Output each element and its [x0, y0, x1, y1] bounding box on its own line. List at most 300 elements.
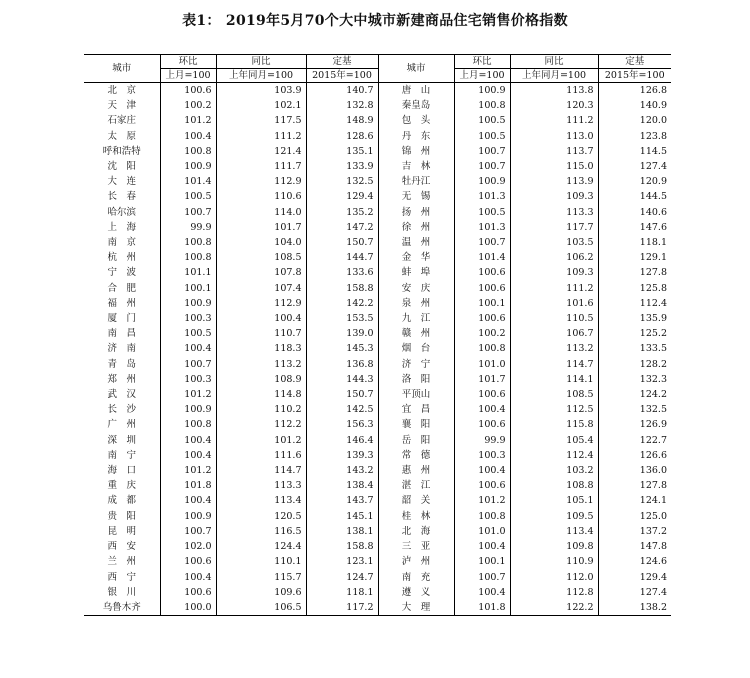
yoy-cell: 110.2 [216, 402, 306, 417]
mom-cell: 100.6 [454, 281, 510, 296]
fixed-cell: 135.9 [598, 311, 671, 326]
city-cell: 青 岛 [107, 358, 136, 370]
fixed-cell: 136.0 [598, 463, 671, 478]
city-cell: 杭 州 [107, 252, 136, 264]
table-header [84, 55, 671, 83]
fixed-cell: 158.8 [306, 539, 378, 554]
yoy-cell: 113.4 [216, 493, 306, 508]
mom-cell: 100.4 [160, 570, 216, 585]
yoy-cell: 101.7 [216, 220, 306, 235]
mom-cell: 101.2 [454, 493, 510, 508]
mom-cell: 100.4 [160, 129, 216, 144]
yoy-cell: 112.4 [510, 448, 598, 463]
yoy-cell: 118.3 [216, 341, 306, 356]
yoy-cell: 110.7 [216, 326, 306, 341]
city-cell: 石家庄 [107, 115, 136, 127]
yoy-cell: 114.0 [216, 205, 306, 220]
city-cell: 银 川 [107, 586, 136, 598]
fixed-cell: 129.1 [598, 250, 671, 265]
mom-cell: 100.6 [160, 585, 216, 600]
fixed-cell: 142.2 [306, 296, 378, 311]
mom-cell: 101.1 [160, 265, 216, 280]
mom-cell: 100.9 [160, 509, 216, 524]
city-cell: 大 理 [378, 600, 454, 616]
yoy-cell: 110.6 [216, 189, 306, 204]
city-cell: 宜 昌 [378, 402, 454, 417]
city-cell: 无 锡 [378, 189, 454, 204]
table-row [84, 448, 671, 463]
fixed-cell: 128.2 [598, 357, 671, 372]
mom-cell: 100.7 [454, 144, 510, 159]
city-cell: 广 州 [107, 419, 136, 431]
fixed-cell: 156.3 [306, 417, 378, 432]
fixed-cell: 147.6 [598, 220, 671, 235]
city-cell: 天 津 [107, 100, 136, 112]
city-cell: 扬 州 [378, 205, 454, 220]
mom-cell: 100.4 [454, 539, 510, 554]
fixed-cell: 135.2 [306, 205, 378, 220]
yoy-cell: 114.7 [510, 357, 598, 372]
city-cell: 沈 阳 [107, 161, 136, 173]
yoy-cell: 101.2 [216, 433, 306, 448]
table-row [84, 402, 671, 417]
yoy-cell: 108.8 [510, 478, 598, 493]
mom-cell: 101.3 [454, 220, 510, 235]
mom-cell: 101.3 [454, 189, 510, 204]
city-cell: 牡丹江 [378, 174, 454, 189]
fixed-cell: 124.7 [306, 570, 378, 585]
yoy-cell: 113.3 [510, 205, 598, 220]
city-cell: 海 口 [107, 465, 136, 477]
fixed-cell: 112.4 [598, 296, 671, 311]
city-cell: 西 宁 [107, 571, 136, 583]
mom-cell: 100.4 [160, 433, 216, 448]
city-cell: 合 肥 [107, 282, 136, 294]
fixed-cell: 147.8 [598, 539, 671, 554]
mom-cell: 100.4 [160, 341, 216, 356]
yoy-cell: 100.4 [216, 311, 306, 326]
yoy-cell: 114.1 [510, 372, 598, 387]
mom-cell: 100.7 [454, 570, 510, 585]
fixed-cell: 126.9 [598, 417, 671, 432]
mom-cell: 100.8 [160, 144, 216, 159]
mom-cell: 101.4 [454, 250, 510, 265]
mom-base-label-right: 上月=100 [454, 69, 510, 83]
mom-cell: 100.6 [454, 311, 510, 326]
city-cell: 金 华 [378, 250, 454, 265]
city-cell: 平顶山 [378, 387, 454, 402]
table-row [84, 220, 671, 235]
city-cell: 北 京 [107, 85, 136, 96]
fixed-cell: 122.7 [598, 433, 671, 448]
yoy-cell: 114.8 [216, 387, 306, 402]
table-row [84, 357, 671, 372]
mom-cell: 100.0 [160, 600, 216, 616]
mom-column-header: 环比 [160, 55, 216, 69]
city-cell: 襄 阳 [378, 417, 454, 432]
fixed-cell: 126.8 [598, 83, 671, 99]
city-cell: 福 州 [107, 297, 136, 309]
yoy-cell: 124.4 [216, 539, 306, 554]
table-row [84, 205, 671, 220]
mom-cell: 100.1 [454, 554, 510, 569]
mom-cell: 101.8 [454, 600, 510, 616]
mom-cell: 100.8 [160, 250, 216, 265]
yoy-cell: 110.5 [510, 311, 598, 326]
city-cell: 泉 州 [378, 296, 454, 311]
city-cell: 惠 州 [378, 463, 454, 478]
mom-cell: 100.9 [454, 83, 510, 99]
city-cell: 吉 林 [378, 159, 454, 174]
table-row [84, 326, 671, 341]
city-cell: 南 充 [378, 570, 454, 585]
yoy-cell: 108.5 [510, 387, 598, 402]
fixed-cell: 139.3 [306, 448, 378, 463]
table-row [84, 235, 671, 250]
table-row [84, 144, 671, 159]
yoy-cell: 109.6 [216, 585, 306, 600]
yoy-cell: 111.6 [216, 448, 306, 463]
yoy-cell: 115.8 [510, 417, 598, 432]
table-row [84, 311, 671, 326]
table-row [84, 509, 671, 524]
fixed-cell: 124.1 [598, 493, 671, 508]
mom-cell: 100.7 [160, 357, 216, 372]
city-cell: 徐 州 [378, 220, 454, 235]
city-cell: 常 德 [378, 448, 454, 463]
city-column-header-right: 城市 [378, 55, 454, 83]
yoy-cell: 116.5 [216, 524, 306, 539]
yoy-cell: 105.4 [510, 433, 598, 448]
yoy-column-header: 同比 [216, 55, 306, 69]
table-row [84, 113, 671, 128]
mom-cell: 100.8 [454, 341, 510, 356]
table-title: 表1： 2019年5月70个大中城市新建商品住宅销售价格指数 [182, 13, 568, 29]
yoy-cell: 113.3 [216, 478, 306, 493]
yoy-cell: 105.1 [510, 493, 598, 508]
mom-cell: 100.3 [160, 372, 216, 387]
mom-cell: 100.9 [160, 296, 216, 311]
city-cell: 九 江 [378, 311, 454, 326]
fixed-cell: 132.3 [598, 372, 671, 387]
fixed-cell: 127.4 [598, 159, 671, 174]
city-cell: 昆 明 [107, 525, 136, 537]
yoy-column-header-right: 同比 [510, 55, 598, 69]
table-row [84, 524, 671, 539]
yoy-cell: 103.9 [216, 83, 306, 99]
mom-cell: 100.7 [160, 205, 216, 220]
mom-cell: 100.8 [454, 509, 510, 524]
mom-cell: 100.4 [454, 585, 510, 600]
fixed-cell: 150.7 [306, 235, 378, 250]
mom-cell: 101.0 [454, 524, 510, 539]
mom-cell: 100.7 [160, 524, 216, 539]
yoy-cell: 110.1 [216, 554, 306, 569]
fixed-cell: 132.8 [306, 98, 378, 113]
city-cell: 武 汉 [107, 389, 136, 401]
yoy-cell: 111.2 [510, 113, 598, 128]
fixed-cell: 132.5 [598, 402, 671, 417]
table-row [84, 189, 671, 204]
city-cell: 泸 州 [378, 554, 454, 569]
city-cell: 包 头 [378, 113, 454, 128]
yoy-cell: 111.2 [510, 281, 598, 296]
city-cell: 济 南 [107, 343, 136, 355]
yoy-cell: 112.8 [510, 585, 598, 600]
fixed-cell: 118.1 [306, 585, 378, 600]
mom-cell: 100.2 [454, 326, 510, 341]
table-row [84, 296, 671, 311]
fixed-cell: 144.5 [598, 189, 671, 204]
mom-cell: 101.0 [454, 357, 510, 372]
mom-cell: 100.7 [454, 159, 510, 174]
yoy-cell: 113.0 [510, 129, 598, 144]
city-cell: 长 沙 [107, 404, 136, 416]
yoy-cell: 121.4 [216, 144, 306, 159]
city-cell: 南 昌 [107, 328, 136, 340]
yoy-cell: 102.1 [216, 98, 306, 113]
fixed-cell: 148.9 [306, 113, 378, 128]
table-row [84, 539, 671, 554]
city-cell: 烟 台 [378, 341, 454, 356]
city-cell: 桂 林 [378, 509, 454, 524]
mom-cell: 100.3 [160, 311, 216, 326]
yoy-cell: 117.5 [216, 113, 306, 128]
mom-cell: 100.5 [160, 189, 216, 204]
yoy-cell: 112.9 [216, 296, 306, 311]
yoy-cell: 113.8 [510, 83, 598, 99]
city-cell: 西 安 [107, 541, 136, 553]
mom-cell: 100.1 [160, 281, 216, 296]
fixed-cell: 127.8 [598, 478, 671, 493]
table-row [84, 478, 671, 493]
fixed-cell: 147.2 [306, 220, 378, 235]
mom-cell: 100.2 [160, 98, 216, 113]
city-cell: 遵 义 [378, 585, 454, 600]
city-cell: 太 原 [107, 130, 136, 142]
fixed-cell: 146.4 [306, 433, 378, 448]
mom-cell: 100.1 [454, 296, 510, 311]
fixed-cell: 133.9 [306, 159, 378, 174]
fixed-base-label: 2015年=100 [306, 69, 378, 83]
mom-cell: 100.8 [160, 235, 216, 250]
fixed-cell: 140.6 [598, 205, 671, 220]
mom-cell: 100.5 [160, 326, 216, 341]
yoy-cell: 112.2 [216, 417, 306, 432]
fixed-cell: 129.4 [306, 189, 378, 204]
fixed-column-header-right: 定基 [598, 55, 671, 69]
fixed-cell: 144.3 [306, 372, 378, 387]
yoy-cell: 113.2 [510, 341, 598, 356]
mom-cell: 100.6 [454, 387, 510, 402]
fixed-cell: 138.1 [306, 524, 378, 539]
yoy-cell: 112.5 [510, 402, 598, 417]
fixed-cell: 127.4 [598, 585, 671, 600]
table-body [84, 83, 671, 616]
table-row [84, 98, 671, 113]
yoy-cell: 106.5 [216, 600, 306, 616]
yoy-cell: 108.5 [216, 250, 306, 265]
city-cell: 成 都 [107, 495, 136, 507]
city-cell: 哈尔滨 [107, 206, 136, 218]
yoy-cell: 122.2 [510, 600, 598, 616]
mom-cell: 101.8 [160, 478, 216, 493]
city-cell: 赣 州 [378, 326, 454, 341]
table-row [84, 493, 671, 508]
city-cell: 丹 东 [378, 129, 454, 144]
city-cell: 乌鲁木齐 [84, 600, 160, 616]
city-cell: 湛 江 [378, 478, 454, 493]
city-cell: 郑 州 [107, 373, 136, 385]
yoy-cell: 109.3 [510, 189, 598, 204]
table-row [84, 570, 671, 585]
yoy-cell: 103.5 [510, 235, 598, 250]
yoy-cell: 111.2 [216, 129, 306, 144]
table-row [84, 341, 671, 356]
yoy-cell: 113.9 [510, 174, 598, 189]
city-cell: 洛 阳 [378, 372, 454, 387]
city-cell: 三 亚 [378, 539, 454, 554]
city-cell: 锦 州 [378, 144, 454, 159]
mom-cell: 100.4 [454, 463, 510, 478]
city-cell: 呼和浩特 [102, 145, 141, 157]
yoy-cell: 109.3 [510, 265, 598, 280]
city-cell: 厦 门 [107, 313, 136, 325]
city-cell: 唐 山 [378, 83, 454, 99]
city-cell: 深 圳 [107, 434, 136, 446]
fixed-cell: 145.3 [306, 341, 378, 356]
fixed-cell: 144.7 [306, 250, 378, 265]
fixed-cell: 139.0 [306, 326, 378, 341]
city-cell: 兰 州 [107, 556, 136, 568]
yoy-cell: 120.3 [510, 98, 598, 113]
yoy-cell: 120.5 [216, 509, 306, 524]
city-cell: 大 连 [107, 176, 136, 188]
fixed-cell: 117.2 [306, 600, 378, 616]
fixed-cell: 118.1 [598, 235, 671, 250]
yoy-cell: 106.7 [510, 326, 598, 341]
table-row [84, 417, 671, 432]
table-row [84, 174, 671, 189]
fixed-cell: 136.8 [306, 357, 378, 372]
table-row [84, 83, 671, 99]
city-cell: 北 海 [378, 524, 454, 539]
mom-cell: 100.4 [160, 493, 216, 508]
yoy-cell: 117.7 [510, 220, 598, 235]
table-row [84, 433, 671, 448]
table-row [84, 129, 671, 144]
mom-cell: 100.4 [160, 448, 216, 463]
city-cell: 南 京 [107, 237, 136, 249]
fixed-cell: 120.0 [598, 113, 671, 128]
fixed-cell: 143.2 [306, 463, 378, 478]
mom-cell: 100.6 [454, 478, 510, 493]
mom-cell: 100.6 [454, 417, 510, 432]
fixed-cell: 158.8 [306, 281, 378, 296]
fixed-cell: 128.6 [306, 129, 378, 144]
table-row [84, 600, 671, 616]
city-cell: 长 春 [107, 191, 136, 203]
table-row [84, 281, 671, 296]
yoy-cell: 103.2 [510, 463, 598, 478]
city-cell: 岳 阳 [378, 433, 454, 448]
mom-cell: 100.6 [160, 83, 216, 99]
fixed-cell: 114.5 [598, 144, 671, 159]
mom-cell: 101.7 [454, 372, 510, 387]
yoy-cell: 112.0 [510, 570, 598, 585]
yoy-cell: 111.7 [216, 159, 306, 174]
fixed-cell: 123.1 [306, 554, 378, 569]
mom-column-header-right: 环比 [454, 55, 510, 69]
mom-cell: 100.8 [160, 417, 216, 432]
mom-cell: 101.2 [160, 387, 216, 402]
yoy-cell: 107.8 [216, 265, 306, 280]
table-row [84, 372, 671, 387]
fixed-cell: 137.2 [598, 524, 671, 539]
city-cell: 蚌 埠 [378, 265, 454, 280]
yoy-base-label: 上年同月=100 [216, 69, 306, 83]
fixed-cell: 120.9 [598, 174, 671, 189]
fixed-cell: 127.8 [598, 265, 671, 280]
yoy-cell: 113.4 [510, 524, 598, 539]
table-row [84, 250, 671, 265]
mom-cell: 101.2 [160, 463, 216, 478]
yoy-cell: 108.9 [216, 372, 306, 387]
yoy-base-label-right: 上年同月=100 [510, 69, 598, 83]
table-row [84, 159, 671, 174]
fixed-cell: 125.0 [598, 509, 671, 524]
mom-cell: 101.4 [160, 174, 216, 189]
table-row [84, 463, 671, 478]
yoy-cell: 112.9 [216, 174, 306, 189]
fixed-cell: 140.7 [306, 83, 378, 99]
yoy-cell: 114.7 [216, 463, 306, 478]
city-cell: 贵 阳 [107, 510, 136, 522]
yoy-cell: 109.5 [510, 509, 598, 524]
city-cell: 宁 波 [107, 267, 136, 279]
mom-cell: 100.5 [454, 129, 510, 144]
city-cell: 温 州 [378, 235, 454, 250]
mom-cell: 100.8 [454, 98, 510, 113]
fixed-cell: 145.1 [306, 509, 378, 524]
mom-cell: 100.4 [454, 402, 510, 417]
table-row [84, 554, 671, 569]
fixed-cell: 132.5 [306, 174, 378, 189]
city-cell: 上 海 [107, 221, 136, 233]
yoy-cell: 113.2 [216, 357, 306, 372]
mom-cell: 100.9 [160, 159, 216, 174]
fixed-cell: 138.2 [598, 600, 671, 616]
fixed-cell: 125.8 [598, 281, 671, 296]
fixed-cell: 143.7 [306, 493, 378, 508]
fixed-cell: 133.6 [306, 265, 378, 280]
yoy-cell: 113.7 [510, 144, 598, 159]
yoy-cell: 104.0 [216, 235, 306, 250]
mom-cell: 100.3 [454, 448, 510, 463]
yoy-cell: 110.9 [510, 554, 598, 569]
mom-cell: 100.5 [454, 113, 510, 128]
fixed-cell: 140.9 [598, 98, 671, 113]
price-index-table [84, 54, 671, 616]
fixed-cell: 124.6 [598, 554, 671, 569]
fixed-cell: 129.4 [598, 570, 671, 585]
fixed-cell: 133.5 [598, 341, 671, 356]
mom-cell: 100.5 [454, 205, 510, 220]
fixed-cell: 150.7 [306, 387, 378, 402]
city-cell: 秦皇岛 [378, 98, 454, 113]
fixed-cell: 126.6 [598, 448, 671, 463]
fixed-base-label-right: 2015年=100 [598, 69, 671, 83]
